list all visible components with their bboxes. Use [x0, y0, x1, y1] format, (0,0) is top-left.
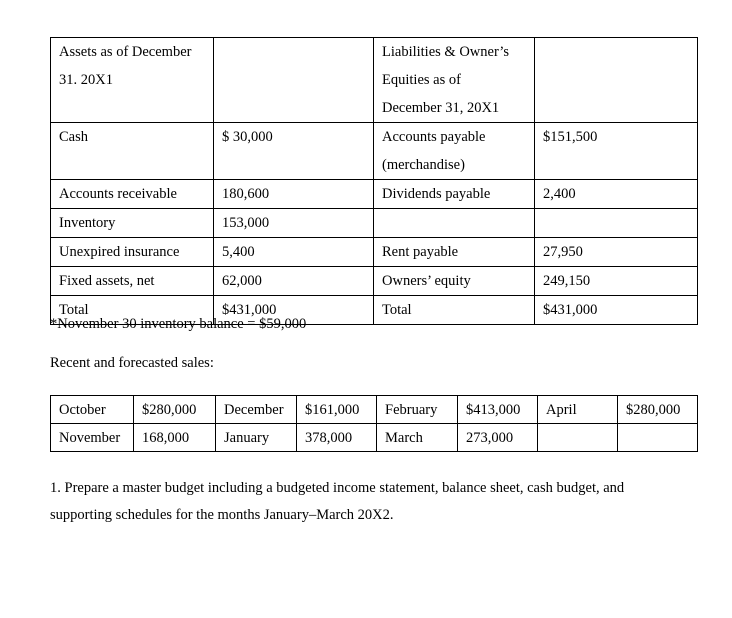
liab-total-label: Total — [382, 302, 412, 318]
month-cell — [538, 424, 618, 452]
liab-header-line2: Equities as of — [382, 72, 461, 88]
liab-header-line1: Liabilities & Owner’s — [382, 44, 509, 60]
liab-label: Owners’ equity — [382, 273, 471, 289]
liab-value: 249,150 — [543, 273, 591, 289]
asset-label: Fixed assets, net — [59, 273, 155, 289]
inventory-note: *November 30 inventory balance = $59,000 — [50, 316, 307, 332]
balance-sheet-table — [50, 37, 698, 325]
month-cell: February — [377, 396, 458, 424]
month-cell: October — [51, 396, 134, 424]
month-cell: March — [377, 424, 458, 452]
liab-label: Accounts payable — [382, 129, 486, 145]
liab-value: 2,400 — [543, 186, 576, 202]
sales-caption: Recent and forecasted sales: — [50, 355, 214, 371]
question-line-2: supporting schedules for the months January–March 20X2. — [50, 507, 394, 523]
question-line-1: 1. Prepare a master budget including a budgeted income statement, balance sheet, cash budget, and — [50, 480, 625, 496]
asset-total-value: $431,000 — [222, 302, 277, 318]
table-row — [51, 123, 698, 180]
amount-cell: 378,000 — [297, 424, 377, 452]
month-cell: April — [538, 396, 618, 424]
month-cell: December — [216, 396, 297, 424]
assets-header — [51, 38, 214, 123]
liab-header-line3: December 31, 20X1 — [382, 100, 500, 116]
amount-cell: $280,000 — [618, 396, 698, 424]
amount-cell: $413,000 — [458, 396, 538, 424]
asset-label: Cash — [59, 129, 88, 145]
sales-table — [50, 395, 698, 452]
assets-header-line2: 31. 20X1 — [59, 72, 113, 88]
amount-cell: 168,000 — [134, 424, 216, 452]
asset-label: Accounts receivable — [59, 186, 177, 202]
amount-cell: 273,000 — [458, 424, 538, 452]
table-row — [51, 38, 698, 123]
assets-header-line1: Assets as of December — [59, 44, 192, 60]
liab-value: $151,500 — [543, 129, 598, 145]
amount-cell — [618, 424, 698, 452]
table-row — [51, 267, 698, 296]
liab-value: 27,950 — [543, 244, 583, 260]
asset-label: Inventory — [59, 215, 116, 231]
liabilities-header — [374, 38, 535, 123]
liab-label: Rent payable — [382, 244, 459, 260]
liab-label-line2: (merchandise) — [382, 157, 465, 173]
asset-value: 153,000 — [222, 215, 270, 231]
amount-cell: $280,000 — [134, 396, 216, 424]
table-row — [51, 396, 698, 424]
asset-value: 180,600 — [222, 186, 270, 202]
amount-cell: $161,000 — [297, 396, 377, 424]
asset-value: 5,400 — [222, 244, 255, 260]
table-row — [51, 180, 698, 209]
month-cell: January — [216, 424, 297, 452]
asset-label: Unexpired insurance — [59, 244, 180, 260]
asset-value: $ 30,000 — [222, 129, 273, 145]
liab-total-value: $431,000 — [543, 302, 598, 318]
liab-label: Dividends payable — [382, 186, 491, 202]
asset-value: 62,000 — [222, 273, 262, 289]
asset-total-label: Total — [59, 302, 89, 318]
table-row — [51, 238, 698, 267]
table-row — [51, 424, 698, 452]
table-row — [51, 209, 698, 238]
month-cell: November — [51, 424, 134, 452]
